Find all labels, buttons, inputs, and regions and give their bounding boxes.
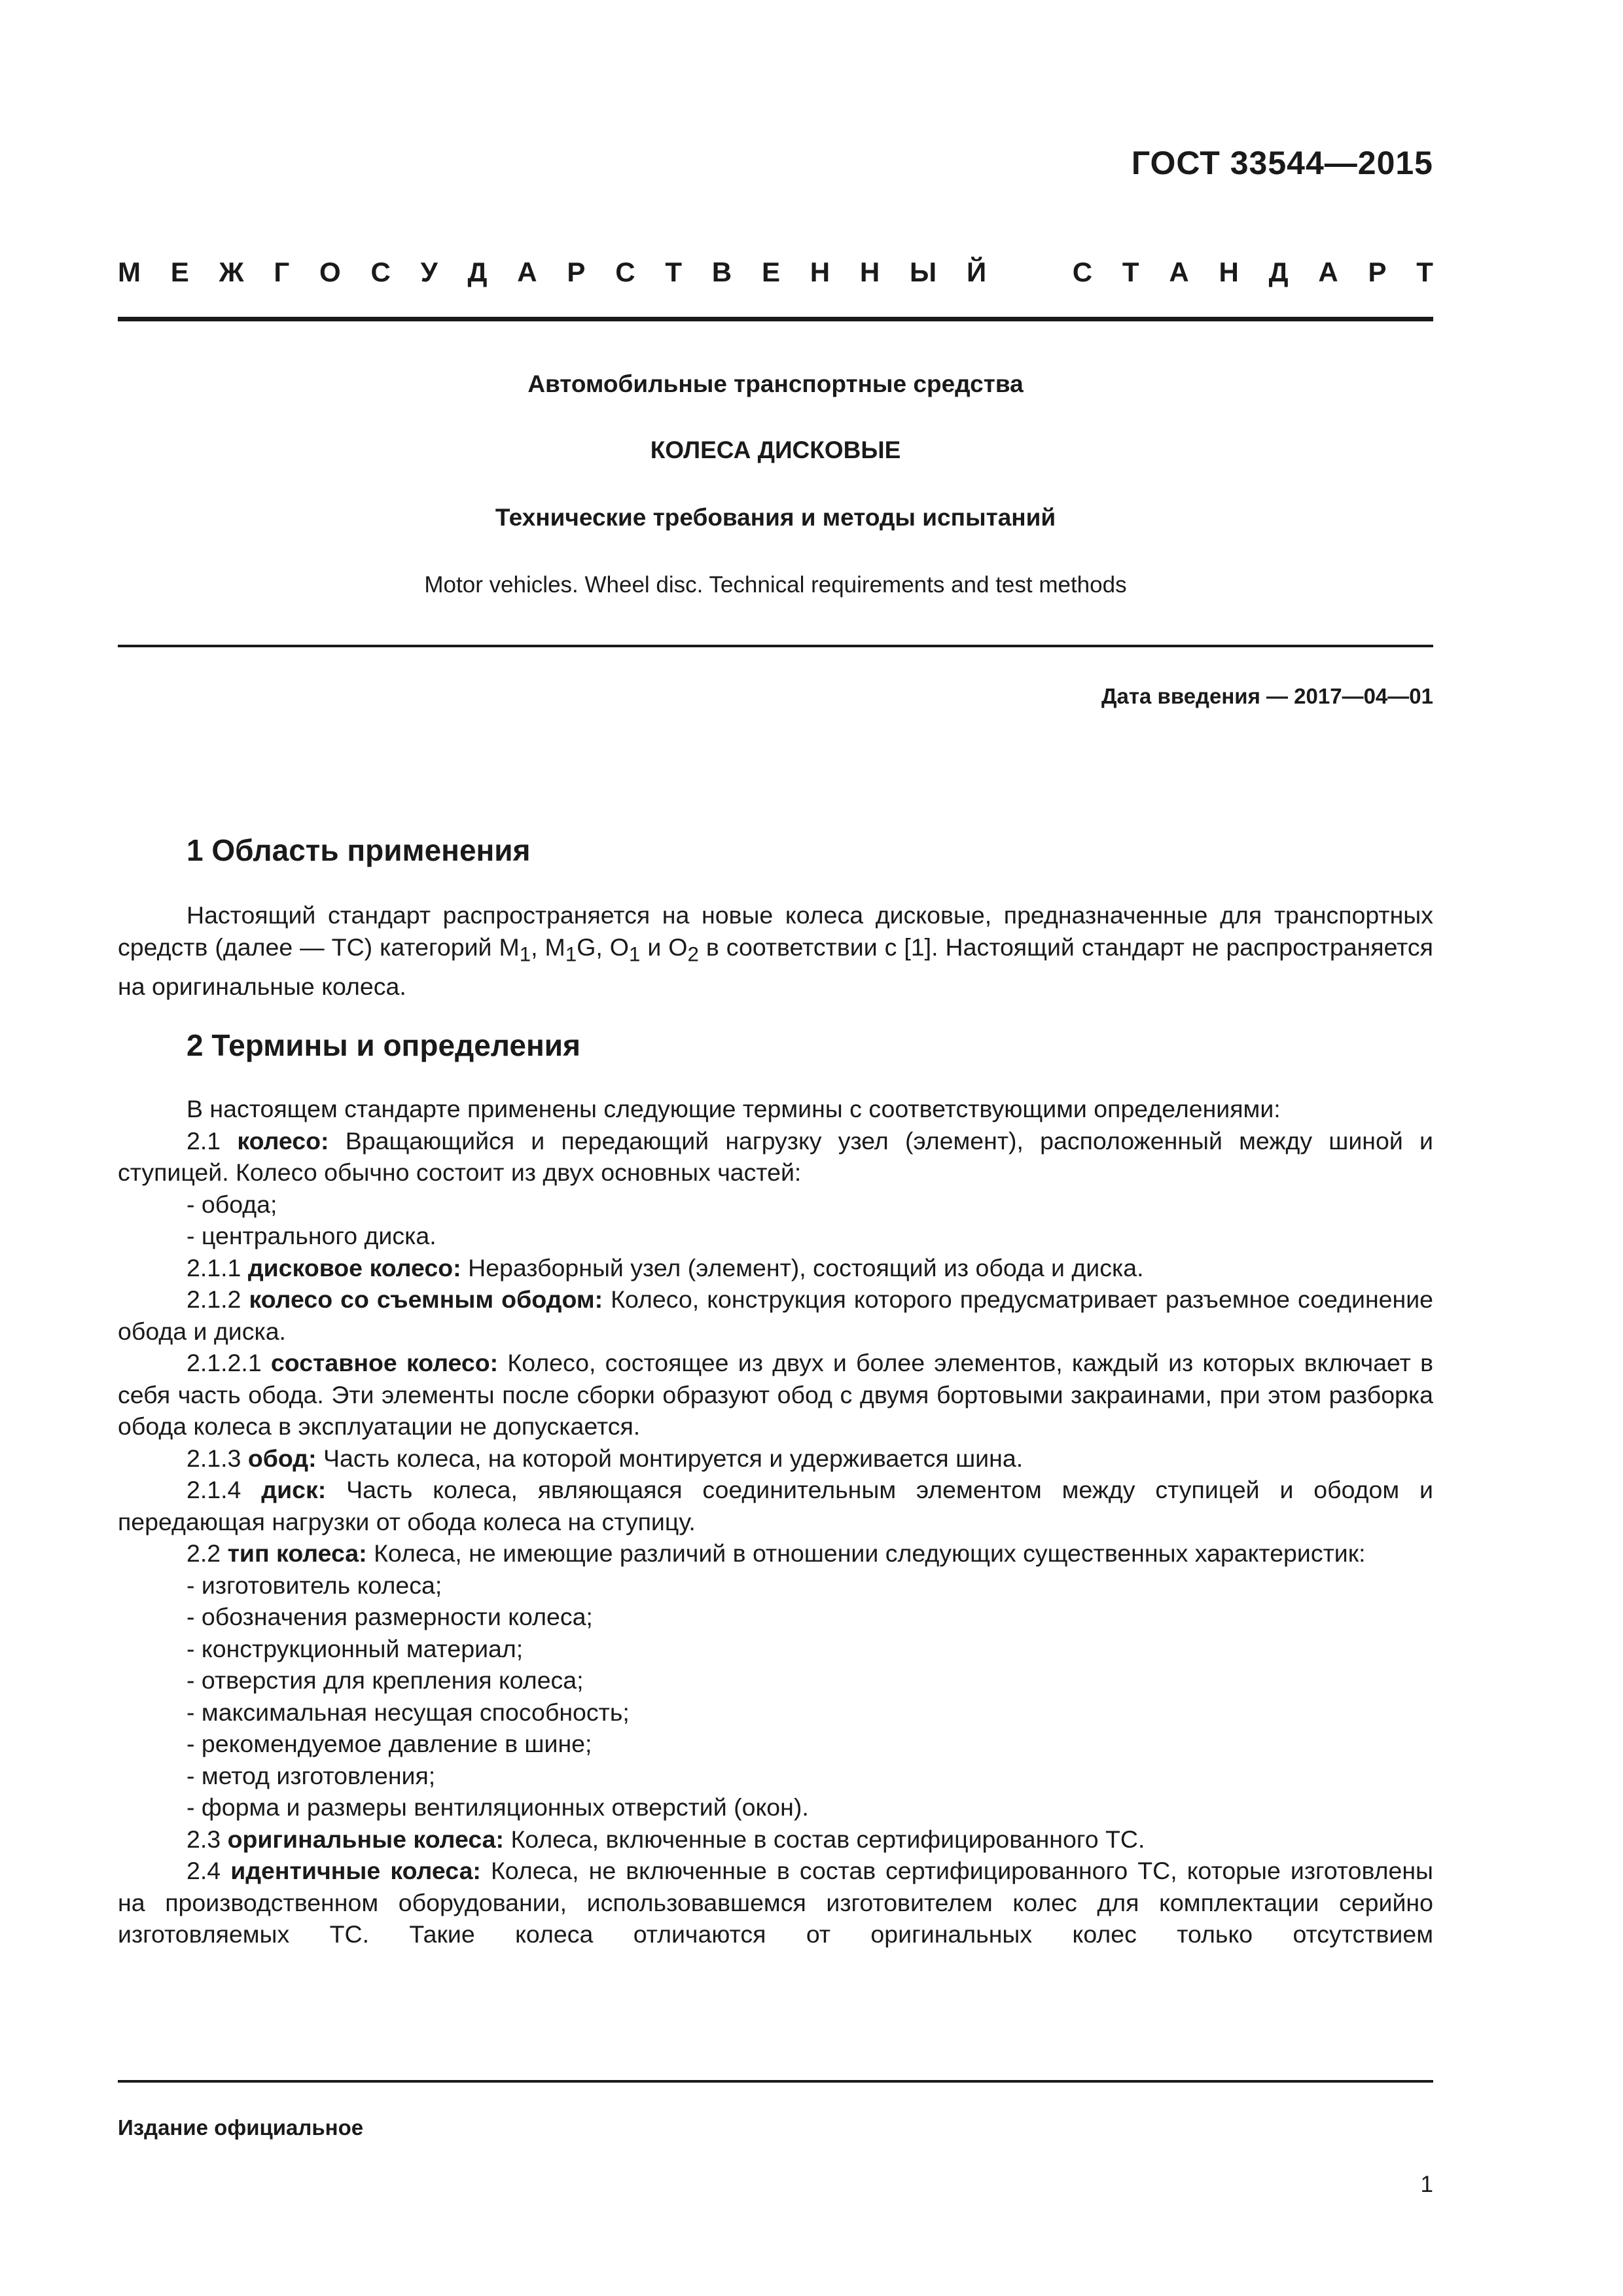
definition-2-1-3: 2.1.3 обод: Часть колеса, на которой монтируется и удерживается шина. (187, 1444, 1024, 1472)
list-item: - конструкционный материал; (187, 1634, 524, 1662)
category-letter: Н (810, 257, 830, 287)
title-line-1: Автомобильные транспортные средства (527, 370, 1024, 397)
terms-intro: В настоящем стандарте применены следующие термины с соответствующими определениями: (187, 1095, 1281, 1122)
title-line-2: КОЛЕСА ДИСКОВЫЕ (650, 437, 901, 463)
list-item: - центрального диска. (187, 1222, 437, 1249)
category-letter: Д (1268, 257, 1289, 287)
category-letter: В (711, 257, 732, 287)
category-letter: Г (274, 257, 290, 287)
intro-date: Дата введения — 2017—04—01 (1101, 684, 1433, 708)
definition-2-1-1: 2.1.1 дисковое колесо: Неразборный узел (элемент), состоящий из обода и диска. (187, 1253, 1144, 1282)
document-category (118, 257, 1433, 288)
english-title: Motor vehicles. Wheel disc. Technical requirements and test methods (424, 572, 1127, 598)
standard-number: ГОСТ 33544—2015 (1131, 145, 1433, 181)
category-letter: А (1318, 257, 1338, 287)
scope-paragraph: Настоящий стандарт распространяется на новые колеса дисковые, предназначенные для транспортных средств (далее — ТС) категорий $М_1$, $М_1G$, $О_1$ и $О_2$ в соответствии с [1]. Настоящий стандарт не распространяется на оригинальные колеса. (118, 901, 1433, 1000)
definition-2-2: 2.2 тип колеса: Колеса, не имеющие различий в отношении следующих существенных характеристик: (187, 1539, 1366, 1567)
page-number: 1 (1420, 2172, 1433, 2197)
category-letter: Н (859, 257, 880, 287)
title-rule (118, 645, 1433, 647)
list-item: - рекомендуемое давление в шине; (187, 1730, 592, 1757)
category-letter: У (420, 257, 438, 287)
category-letter: Р (1368, 257, 1387, 287)
category-letter: Т (1122, 257, 1139, 287)
list-2-1 (118, 1189, 1433, 1252)
definition-2-1-2: 2.1.2 колесо со съемным ободом: Колесо, конструкция которого предусматривает разъемное соединение обода и диска. (118, 1285, 1434, 1345)
category-letter: Й (966, 257, 987, 287)
section-1-heading: 1 Область применения (187, 833, 531, 867)
category-letter: Ж (219, 257, 244, 287)
category-gap (1016, 257, 1043, 288)
list-item: - максимальная несущая способность; (187, 1698, 630, 1726)
list-item: - обода; (187, 1190, 277, 1218)
list-item: - отверстия для крепления колеса; (187, 1666, 584, 1694)
header-rule (118, 317, 1433, 321)
category-letter: С (1072, 257, 1093, 287)
section-1-body (118, 899, 1433, 1002)
list-item: - изготовитель колеса; (187, 1571, 442, 1599)
category-letter: Р (567, 257, 586, 287)
category-letter: М (118, 257, 141, 287)
list-2-2 (118, 1570, 1433, 1823)
category-letter: О (319, 257, 341, 287)
edition-label: Издание официальное (118, 2115, 364, 2140)
category-letter: А (1169, 257, 1189, 287)
category-letter: Ы (910, 257, 937, 287)
title-line-3: Технические требования и методы испытаний (495, 504, 1056, 531)
category-letter: Е (170, 257, 189, 287)
definition-2-4: 2.4 идентичные колеса: Колеса, не включенные в состав сертифицированного ТС, которые изготовлены на производственном оборудовании, использовавшемся изготовителем колес для комплектации серийно изготовляемых ТС. Такие колеса отличаются от оригинальных колес только отсутствием (118, 1857, 1433, 1948)
category-letter: Н (1219, 257, 1239, 287)
section-2-body (118, 1093, 1433, 1950)
definition-2-1-2-1: 2.1.2.1 составное колесо: Колесо, состоящее из двух и более элементов, каждый из которых включает в себя часть обода. Эти элементы после сборки образуют обод с двумя бортовыми закраинами, при этом разборка обода колеса в эксплуатации не допускается. (118, 1349, 1433, 1440)
list-item: - метод изготовления; (187, 1761, 436, 1789)
definition-2-1-4: 2.1.4 диск: Часть колеса, являющаяся соединительным элементом между ступицей и ободом и передающая нагрузки от обода колеса на ступицу. (118, 1476, 1433, 1535)
category-letter: С (615, 257, 635, 287)
footer-rule (118, 2080, 1433, 2083)
section-2-heading: 2 Термины и определения (187, 1028, 580, 1062)
definition-2-1: 2.1 колесо: Вращающийся и передающий нагрузку узел (элемент), расположенный между шиной и ступицей. Колесо обычно состоит из двух основных частей: (118, 1126, 1433, 1186)
list-item: - форма и размеры вентиляционных отверстий (окон). (187, 1793, 809, 1821)
category-letter: Д (467, 257, 488, 287)
list-item: - обозначения размерности колеса; (187, 1603, 593, 1630)
definition-2-3: 2.3 оригинальные колеса: Колеса, включенные в состав сертифицированного ТС. (187, 1825, 1145, 1853)
category-letter: А (517, 257, 537, 287)
category-letter: С (370, 257, 391, 287)
category-letter: Т (1416, 257, 1433, 287)
category-letter: Т (665, 257, 682, 287)
category-letter: Е (761, 257, 780, 287)
